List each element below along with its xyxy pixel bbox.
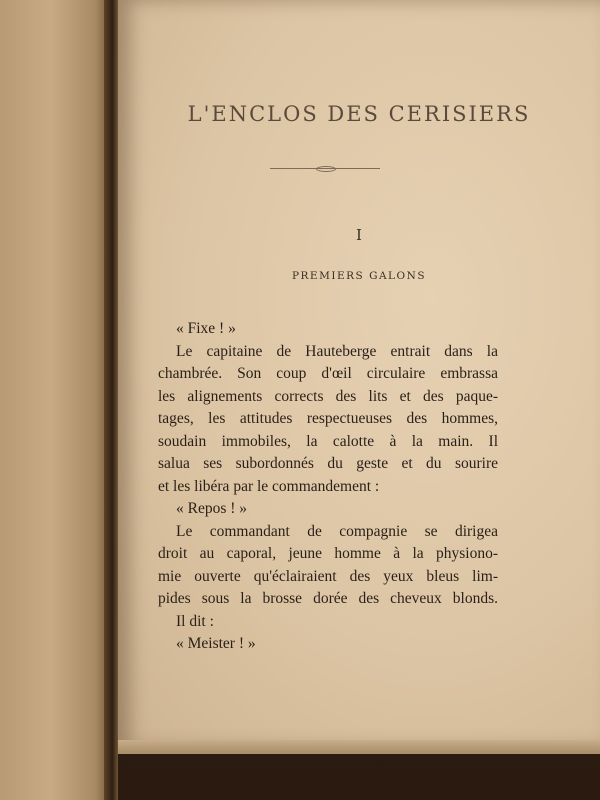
- page-bottom-edge: [118, 740, 600, 754]
- chapter-title: PREMIERS GALONS: [291, 270, 427, 282]
- text-line: Il dit :: [176, 612, 214, 630]
- book-gutter: [104, 0, 118, 800]
- left-page: [0, 0, 112, 800]
- text-line: chambrée. Son coup d'œil circulaire embrassa: [158, 365, 498, 382]
- text-line: droit au caporal, jeune homme à la physiono-: [158, 545, 498, 562]
- text-line: pides sous la brosse dorée des cheveux blonds.: [158, 590, 498, 607]
- text-line: « Meister ! »: [176, 635, 256, 652]
- text-line: « Fixe ! »: [176, 320, 236, 337]
- text-line: soudain immobiles, la calotte à la main. Il: [158, 432, 498, 450]
- text-line: mie ouverte qu'éclairaient des yeux bleus lim-: [158, 567, 498, 585]
- text-line: les alignements corrects des lits et des paque-: [158, 387, 498, 405]
- text-line: Le commandant de compagnie se dirigea: [176, 522, 498, 540]
- book-page: [118, 0, 600, 748]
- chapter-number: I: [356, 226, 362, 244]
- ornament-divider: [270, 168, 380, 175]
- book-title: L'ENCLOS DES CERISIERS: [187, 102, 531, 126]
- text-line: et les libéra par le commandement :: [158, 477, 380, 495]
- page-body-text: [158, 318, 498, 656]
- text-line: salua ses subordonnés du geste et du sourire: [158, 455, 498, 472]
- text-line: « Repos ! »: [176, 500, 248, 517]
- text-line: tages, les attitudes respectueuses des hommes,: [158, 410, 498, 427]
- text-line: Le capitaine de Hauteberge entrait dans la: [176, 342, 498, 360]
